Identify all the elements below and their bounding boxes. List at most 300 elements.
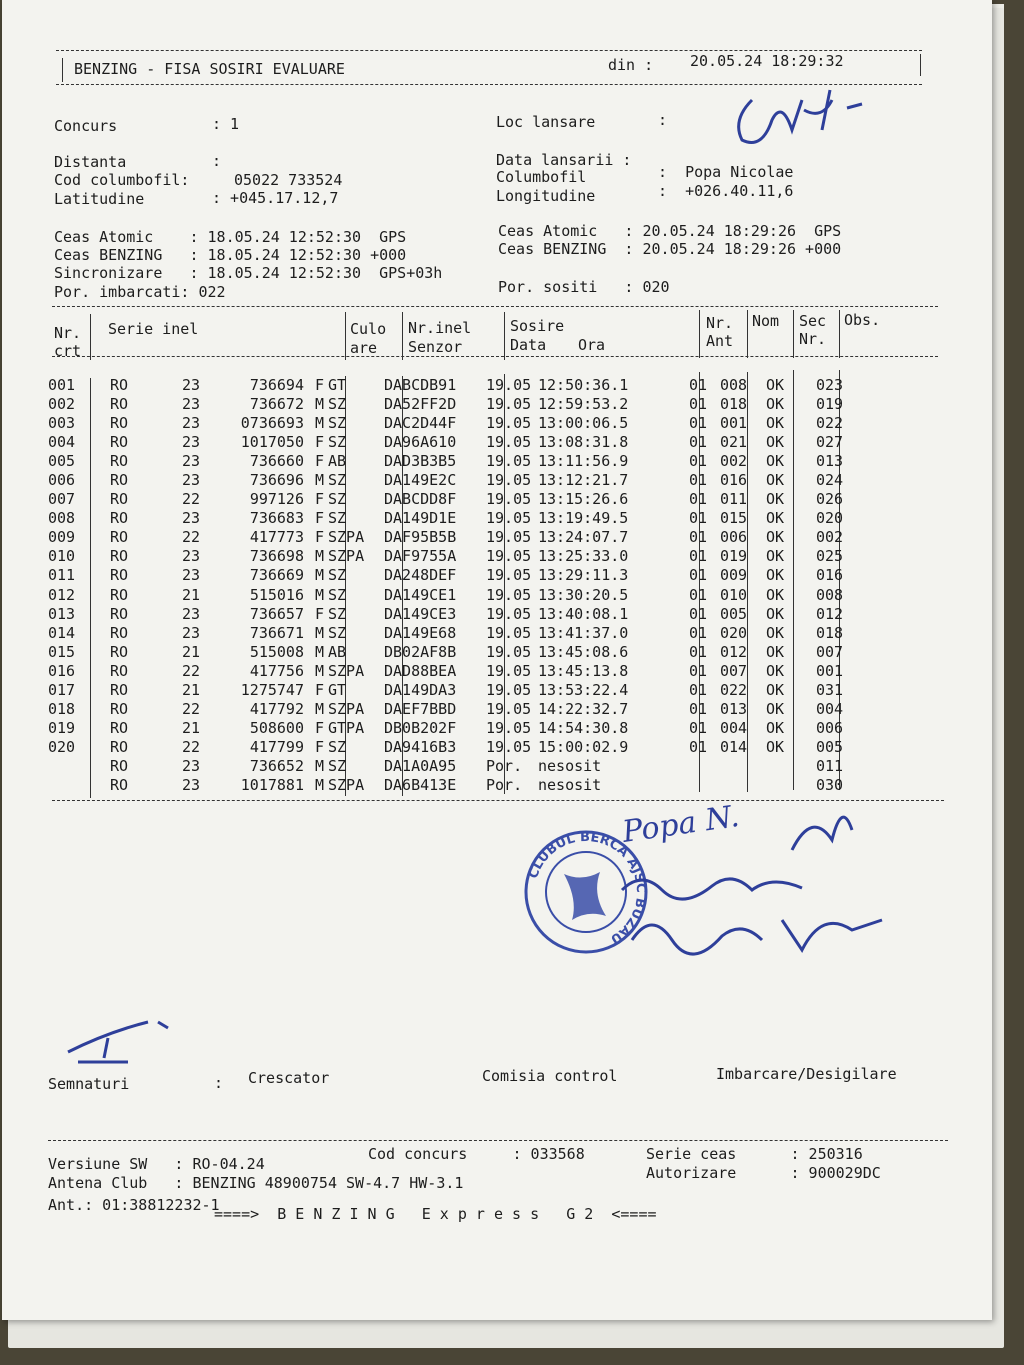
cell-ant: 01 xyxy=(688,566,708,585)
cell-obs: 012 xyxy=(816,604,844,623)
cell-ant: 01 xyxy=(688,623,708,642)
cell-sec: OK xyxy=(766,414,785,433)
cell-ro: RO xyxy=(110,699,129,718)
cell-ro: RO xyxy=(110,452,129,471)
cell-sec: OK xyxy=(766,547,785,566)
cell-ro: RO xyxy=(110,623,129,642)
cell-ant: 01 xyxy=(688,433,708,452)
cell-nr: 016 xyxy=(48,661,76,680)
cell-obs: 026 xyxy=(816,490,844,509)
cell-nom: 018 xyxy=(720,395,748,414)
cell-yr: 22 xyxy=(182,737,201,756)
table-row xyxy=(48,719,866,738)
cell-sen: DA6B413E xyxy=(384,775,457,794)
header-right-border xyxy=(920,54,921,76)
col-nom: Nom xyxy=(752,312,780,330)
cell-time: 13:45:13.8 xyxy=(538,661,629,680)
col-nr-ant: Nr. xyxy=(706,314,734,332)
cell-yr: 22 xyxy=(182,490,201,509)
cell-time: 13:30:20.5 xyxy=(538,585,629,604)
cell-sec: OK xyxy=(766,642,785,661)
cell-ro: RO xyxy=(110,585,129,604)
cell-yr: 23 xyxy=(182,452,201,471)
sincronizare: Sincronizare : 18.05.24 12:52:30 GPS+03h xyxy=(54,264,443,282)
cell-obs: 001 xyxy=(816,661,844,680)
col-culoare: are xyxy=(350,339,378,357)
cell-ring: 515016 xyxy=(249,585,304,604)
cell-yr: 23 xyxy=(182,756,201,775)
col-crt: crt xyxy=(54,342,82,360)
crescator-signature xyxy=(58,1012,188,1072)
table-row xyxy=(48,509,866,528)
cell-sen: DB0B202F xyxy=(384,718,457,737)
cell-ro: RO xyxy=(110,509,129,528)
cell-date: 19.05 xyxy=(486,585,532,604)
comisia-control-label: Comisia control xyxy=(482,1067,618,1085)
cell-obs: 023 xyxy=(816,376,844,394)
cell-sex: M xyxy=(314,775,324,794)
distanta-label: Distanta xyxy=(54,153,127,171)
col-divider xyxy=(402,312,403,360)
cell-cul: SZPA xyxy=(328,775,365,794)
cell-date: 19.05 xyxy=(486,433,532,452)
cell-yr: 23 xyxy=(182,395,201,414)
cell-nr: 009 xyxy=(48,528,76,547)
cell-cul: SZPA xyxy=(328,699,365,718)
cell-nr xyxy=(48,776,110,795)
cell-nr: 001 xyxy=(48,376,76,394)
cell-nom: 011 xyxy=(720,490,748,509)
cell-yr: 21 xyxy=(182,718,201,737)
col-nr-inel: Nr.inel xyxy=(408,319,472,337)
table-row xyxy=(48,681,866,700)
cell-nr: 007 xyxy=(48,490,76,509)
cell-sen: DAD3B3B5 xyxy=(384,452,457,471)
table-row xyxy=(48,471,866,490)
cell-obs: 006 xyxy=(816,718,844,737)
cell-nom: 010 xyxy=(720,585,748,604)
cell-sex: M xyxy=(314,414,324,433)
concurs-value: : 1 xyxy=(212,115,240,133)
ceas-atomic-start: Ceas Atomic : 18.05.24 12:52:30 GPS xyxy=(54,228,407,246)
cell-nr: 002 xyxy=(48,395,76,414)
distanta-value: : xyxy=(212,152,222,170)
cell-yr: 23 xyxy=(182,414,201,433)
latitudine-value: : +045.17.12,7 xyxy=(212,189,339,207)
cell-sex: F xyxy=(314,490,324,509)
cell-sen: DAF9755A xyxy=(384,547,457,566)
cell-ant: 01 xyxy=(688,585,708,604)
cell-date: 19.05 xyxy=(486,699,532,718)
col-culo: Culo xyxy=(350,320,387,338)
cell-cul: SZPA xyxy=(328,547,365,566)
loc-lansare-signature xyxy=(722,80,882,160)
cell-nom: 022 xyxy=(720,680,748,699)
cell-sen: DABCDB91 xyxy=(384,376,457,394)
cell-time: 12:50:36.1 xyxy=(538,376,629,394)
cell-ro: RO xyxy=(110,414,129,433)
cell-time: 13:08:31.8 xyxy=(538,433,629,452)
table-row xyxy=(48,662,866,681)
cell-nr: 020 xyxy=(48,737,76,756)
cell-cul: SZ xyxy=(328,604,347,623)
cell-date: 19.05 xyxy=(486,490,532,509)
cell-sen: DA52FF2D xyxy=(384,395,457,414)
cell-obs: 016 xyxy=(816,566,844,585)
cell-sec xyxy=(766,757,816,776)
stamp-text: CLUBUL BERCA AJSC BUZAU xyxy=(526,829,649,947)
cell-obs: 004 xyxy=(816,699,844,718)
cell-nom: 021 xyxy=(720,433,748,452)
cell-sen: DA149CE3 xyxy=(384,604,457,623)
porumbei-sositi: Por. sositi : 020 xyxy=(498,278,670,296)
cell-ring: 736669 xyxy=(249,566,304,585)
col-divider xyxy=(793,310,794,358)
cell-ro: RO xyxy=(110,604,129,623)
cell-ant: 01 xyxy=(688,547,708,566)
cell-date: 19.05 xyxy=(486,376,532,394)
cell-nom: 012 xyxy=(720,642,748,661)
cell-time: nesosit xyxy=(538,756,602,775)
cell-nom: 006 xyxy=(720,528,748,547)
cell-yr: 22 xyxy=(182,528,201,547)
cell-sex: M xyxy=(314,471,324,490)
stamp-bird-icon xyxy=(564,872,606,920)
cell-yr: 21 xyxy=(182,585,201,604)
cell-sen: DAF95B5B xyxy=(384,528,457,547)
table-row xyxy=(48,643,866,662)
cell-obs: 027 xyxy=(816,433,844,452)
header-top-border xyxy=(56,50,922,51)
cell-nr: 014 xyxy=(48,623,76,642)
ceas-benzing-start: Ceas BENZING : 18.05.24 12:52:30 +000 xyxy=(54,246,407,264)
cell-date: 19.05 xyxy=(486,718,532,737)
cell-cul: GT xyxy=(328,680,347,699)
loc-lansare-value: : xyxy=(658,111,668,129)
semnaturi-label: Semnaturi xyxy=(48,1075,130,1093)
document-page xyxy=(2,0,992,1320)
cell-ant xyxy=(676,757,720,776)
cell-cul: SZ xyxy=(328,471,347,490)
cell-ant: 01 xyxy=(688,604,708,623)
cell-sen: DA149E2C xyxy=(384,471,457,490)
cell-ro: RO xyxy=(110,490,129,509)
cell-sec: OK xyxy=(766,680,785,699)
cell-sec: OK xyxy=(766,566,785,585)
cell-nr: 010 xyxy=(48,547,76,566)
cell-time: 12:59:53.2 xyxy=(538,395,629,414)
cell-ant: 01 xyxy=(688,490,708,509)
cell-obs: 025 xyxy=(816,547,844,566)
autorizare: Autorizare : 900029DC xyxy=(646,1164,881,1182)
cell-ro: RO xyxy=(110,566,129,585)
cell-sen: DB02AF8B xyxy=(384,642,457,661)
table-row xyxy=(48,547,866,566)
col-serie-inel: Serie inel xyxy=(108,320,199,338)
cell-yr: 23 xyxy=(182,471,201,490)
cell-sen: DA1A0A95 xyxy=(384,756,457,775)
cell-nr: 011 xyxy=(48,566,76,585)
versiune-sw: Versiune SW : RO-04.24 xyxy=(48,1155,265,1173)
cell-ring: 736694 xyxy=(249,376,304,394)
arrivals-table xyxy=(48,376,866,795)
cell-ro: RO xyxy=(110,775,129,794)
cell-date: Por. xyxy=(486,756,523,775)
cell-nom: 007 xyxy=(720,661,748,680)
cell-sen: DA149D1E xyxy=(384,509,457,528)
din-label: din : xyxy=(608,56,654,74)
cell-ant: 01 xyxy=(688,395,708,414)
cell-date: 19.05 xyxy=(486,604,532,623)
cell-sen: DA96A610 xyxy=(384,433,457,452)
handwritten-signatures xyxy=(602,790,902,990)
cell-ro: RO xyxy=(110,718,129,737)
cell-date: 19.05 xyxy=(486,452,532,471)
cell-sec: OK xyxy=(766,718,785,737)
cell-cul: SZ xyxy=(328,756,347,775)
cell-date: 19.05 xyxy=(486,642,532,661)
cell-sec: OK xyxy=(766,471,785,490)
cell-sex: F xyxy=(314,452,324,471)
cell-ring: 736671 xyxy=(249,623,304,642)
cell-sex: M xyxy=(314,623,324,642)
cell-ro: RO xyxy=(110,737,129,756)
cell-sex: F xyxy=(314,376,324,394)
table-row xyxy=(48,376,866,395)
cell-date: 19.05 xyxy=(486,623,532,642)
cell-sex: M xyxy=(314,642,324,661)
col-obs: Obs. xyxy=(844,311,881,329)
col-divider xyxy=(504,312,505,360)
cell-sen: DAC2D44F xyxy=(384,414,457,433)
col-senzor: Senzor xyxy=(408,338,463,356)
cell-cul: SZ xyxy=(328,623,347,642)
col-divider xyxy=(699,310,700,358)
cell-nom: 014 xyxy=(720,737,748,756)
cod-concurs: Cod concurs : 033568 xyxy=(368,1145,585,1163)
cell-date: 19.05 xyxy=(486,414,532,433)
cell-ant: 01 xyxy=(688,699,708,718)
cell-cul: SZ xyxy=(328,566,347,585)
cell-sex: F xyxy=(314,509,324,528)
cell-ro: RO xyxy=(110,642,129,661)
cell-date: 19.05 xyxy=(486,566,532,585)
cell-sex: M xyxy=(314,566,324,585)
cell-date: 19.05 xyxy=(486,528,532,547)
columbofil-label: Columbofil xyxy=(496,168,587,186)
cell-obs: 013 xyxy=(816,452,844,471)
cell-ro: RO xyxy=(110,471,129,490)
cell-ant: 01 xyxy=(688,661,708,680)
cell-sec: OK xyxy=(766,623,785,642)
cell-yr: 23 xyxy=(182,623,201,642)
col-ant: Ant xyxy=(706,332,734,350)
cell-sec: OK xyxy=(766,395,785,414)
ceas-atomic-end: Ceas Atomic : 20.05.24 18:29:26 GPS xyxy=(498,222,842,240)
cell-ring: 736696 xyxy=(249,471,304,490)
cell-time: 13:19:49.5 xyxy=(538,509,629,528)
cell-cul: GT xyxy=(328,376,347,394)
cell-sen: DA248DEF xyxy=(384,566,457,585)
cell-nom: 013 xyxy=(720,699,748,718)
cell-sex: F xyxy=(314,680,324,699)
table-row xyxy=(48,700,866,719)
cell-ring: 1275747 xyxy=(240,680,304,699)
cell-sec: OK xyxy=(766,528,785,547)
cell-obs: 002 xyxy=(816,528,844,547)
cell-sen: DA149CE1 xyxy=(384,585,457,604)
columbofil-value: : Popa Nicolae xyxy=(658,163,794,181)
table-row xyxy=(48,738,866,757)
cell-obs: 005 xyxy=(816,737,844,756)
cell-ring: 736698 xyxy=(249,547,304,566)
imbarcare-label: Imbarcare/Desigilare xyxy=(716,1065,897,1083)
cell-sen: DA149E68 xyxy=(384,623,457,642)
cell-ant: 01 xyxy=(688,376,708,394)
cell-ro: RO xyxy=(110,680,129,699)
serie-ceas: Serie ceas : 250316 xyxy=(646,1145,863,1163)
cell-time: 14:22:32.7 xyxy=(538,699,629,718)
cell-cul: SZ xyxy=(328,490,347,509)
cell-yr: 23 xyxy=(182,775,201,794)
cell-time: 14:54:30.8 xyxy=(538,718,629,737)
cell-nr: 003 xyxy=(48,414,76,433)
loc-lansare-label: Loc lansare xyxy=(496,113,596,131)
cell-obs: 019 xyxy=(816,395,844,414)
cell-date: 19.05 xyxy=(486,661,532,680)
cell-yr: 23 xyxy=(182,604,201,623)
cell-sec: OK xyxy=(766,737,785,756)
cell-ro: RO xyxy=(110,433,129,452)
cell-ro: RO xyxy=(110,661,129,680)
col-divider xyxy=(345,312,346,360)
cell-nom: 008 xyxy=(720,376,748,394)
cell-sex: M xyxy=(314,661,324,680)
cell-ant: 01 xyxy=(688,509,708,528)
cell-obs: 011 xyxy=(816,756,844,775)
cell-time: 13:41:37.0 xyxy=(538,623,629,642)
cell-ring: 417792 xyxy=(249,699,304,718)
cod-columbofil-label: Cod columbofil: xyxy=(54,171,190,189)
cell-cul: SZPA xyxy=(328,661,365,680)
cell-ring: 508600 xyxy=(249,718,304,737)
cell-yr: 21 xyxy=(182,642,201,661)
ant-id: Ant.: 01:38812232-1 xyxy=(48,1196,220,1214)
cell-date: Por. xyxy=(486,775,523,794)
cell-sec: OK xyxy=(766,661,785,680)
col-data: Data xyxy=(510,336,547,354)
cell-obs: 022 xyxy=(816,414,844,433)
cell-sex: M xyxy=(314,547,324,566)
cell-obs: 007 xyxy=(816,642,844,661)
table-row xyxy=(48,414,866,433)
cell-nom: 016 xyxy=(720,471,748,490)
table-row xyxy=(48,452,866,471)
cell-ring: 1017050 xyxy=(240,433,304,452)
cell-ring: 0736693 xyxy=(240,414,304,433)
col-ora: Ora xyxy=(578,336,606,354)
cell-obs: 018 xyxy=(816,623,844,642)
cell-sen: DAEF7BBD xyxy=(384,699,457,718)
cell-time: 13:15:26.6 xyxy=(538,490,629,509)
cell-sex: F xyxy=(314,604,324,623)
latitudine-label: Latitudine xyxy=(54,190,145,208)
cell-time: nesosit xyxy=(538,775,602,794)
signature-popa: Popa N. xyxy=(620,798,742,850)
cell-ring: 997126 xyxy=(249,490,304,509)
cell-nr: 012 xyxy=(48,585,76,604)
longitudine-value: : +026.40.11,6 xyxy=(658,182,794,200)
cell-sen: DAD88BEA xyxy=(384,661,457,680)
cell-ant: 01 xyxy=(688,680,708,699)
cell-cul: SZ xyxy=(328,414,347,433)
col-nr: Nr. xyxy=(54,324,82,342)
cell-ant: 01 xyxy=(688,414,708,433)
cell-time: 13:11:56.9 xyxy=(538,452,629,471)
cell-cul: AB xyxy=(328,642,347,661)
cell-ro: RO xyxy=(110,395,129,414)
data-lansarii-label: Data lansarii : xyxy=(496,151,632,169)
cell-time: 13:53:22.4 xyxy=(538,680,629,699)
cell-yr: 23 xyxy=(182,566,201,585)
cell-sen: DABCDD8F xyxy=(384,490,457,509)
cell-nom: 019 xyxy=(720,547,748,566)
cell-nr: 008 xyxy=(48,509,76,528)
cell-nr: 005 xyxy=(48,452,76,471)
col-sec: Sec xyxy=(799,312,827,330)
col-divider xyxy=(90,314,91,360)
table-row xyxy=(48,528,866,547)
crescator-label: Crescator xyxy=(248,1069,330,1087)
cell-obs: 024 xyxy=(816,471,844,490)
cell-nom: 002 xyxy=(720,452,748,471)
cell-sec: OK xyxy=(766,699,785,718)
header-left-border xyxy=(62,58,63,82)
cell-sex: M xyxy=(314,585,324,604)
cell-sex: F xyxy=(314,433,324,452)
cell-cul: GTPA xyxy=(328,718,365,737)
cell-nr: 013 xyxy=(48,604,76,623)
cell-ro: RO xyxy=(110,547,129,566)
cell-ring: 736683 xyxy=(249,509,304,528)
cell-ring: 417756 xyxy=(249,661,304,680)
cell-sex: M xyxy=(314,699,324,718)
cell-time: 13:29:11.3 xyxy=(538,566,629,585)
cell-ring: 736672 xyxy=(249,395,304,414)
cell-nr xyxy=(48,757,110,776)
cell-date: 19.05 xyxy=(486,547,532,566)
cell-ring: 736652 xyxy=(249,756,304,775)
cell-nr: 015 xyxy=(48,642,76,661)
cell-cul: SZ xyxy=(328,395,347,414)
col-divider xyxy=(747,310,748,358)
cell-time: 15:00:02.9 xyxy=(538,737,629,756)
table-row xyxy=(48,395,866,414)
cell-sec: OK xyxy=(766,452,785,471)
cell-date: 19.05 xyxy=(486,471,532,490)
semnaturi-colon: : xyxy=(214,1074,224,1092)
cell-ring: 417799 xyxy=(249,737,304,756)
cell-time: 13:40:08.1 xyxy=(538,604,629,623)
table-row xyxy=(48,605,866,624)
cell-time: 13:45:08.6 xyxy=(538,642,629,661)
cell-sex: M xyxy=(314,395,324,414)
cell-yr: 22 xyxy=(182,699,201,718)
table-top-border xyxy=(52,306,938,307)
document-title: BENZING - FISA SOSIRI EVALUARE xyxy=(74,60,345,78)
table-row xyxy=(48,757,866,776)
cell-sen: DA9416B3 xyxy=(384,737,457,756)
